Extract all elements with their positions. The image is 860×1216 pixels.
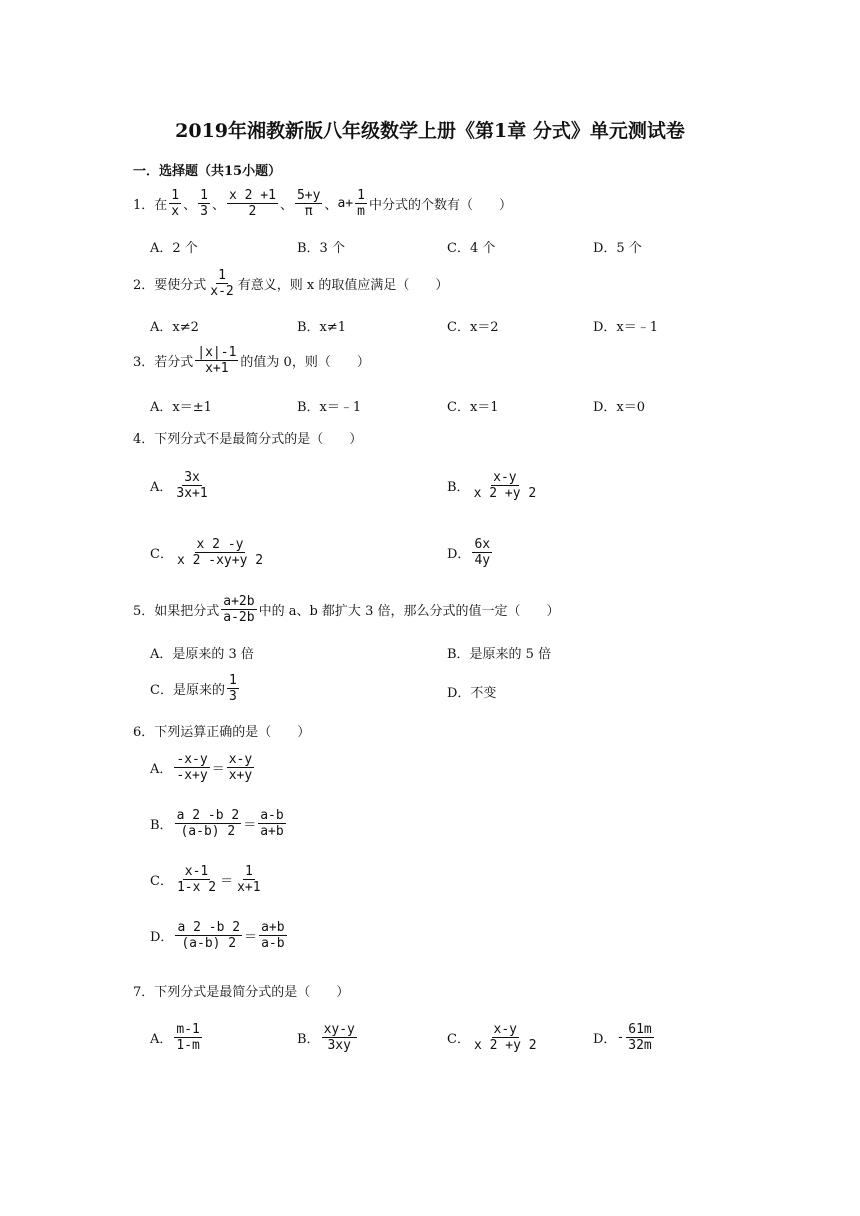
- q1-option-a: A．2 个: [150, 241, 198, 256]
- q4-option-a: [150, 470, 212, 501]
- q7-b-denominator: 3xy: [327, 1038, 351, 1053]
- q6-b-left-denominator: (a-b) 2: [180, 824, 236, 839]
- q6-a-left-denominator: -x+y: [176, 768, 208, 783]
- q1-sep-4: 、: [324, 198, 338, 213]
- question-3: [133, 345, 370, 376]
- q3-option-b: B．x＝﹣1: [297, 400, 362, 415]
- q7-option-b-label: B．: [297, 1032, 320, 1047]
- q1-f4-denominator: π: [304, 204, 313, 219]
- q1-suffix: 中分式的个数有（ ）: [368, 198, 512, 213]
- q4-option-a-label: A．: [150, 480, 173, 495]
- q5-prefix: 5．如果把分式: [133, 604, 220, 619]
- q5-option-c-label: C．是原来的: [150, 683, 225, 698]
- q3-option-d: D．x＝0: [593, 400, 646, 415]
- q2-prefix: 2．要使分式: [133, 278, 207, 293]
- q5-fraction: [221, 594, 256, 625]
- q4-option-d-fraction: [472, 537, 492, 568]
- q7-option-d-fraction: [626, 1022, 653, 1053]
- q5-c-denominator: 3: [228, 689, 237, 704]
- q6-c-left-fraction: [175, 864, 218, 895]
- q6-b-right-fraction: [258, 808, 285, 839]
- q3-denominator: x+1: [205, 361, 229, 376]
- q7-d-denominator: 32m: [628, 1038, 652, 1053]
- q6-d-left-denominator: (a-b) 2: [181, 936, 237, 951]
- q7-option-a-fraction: [174, 1022, 201, 1053]
- q1-sep-2: 、: [211, 198, 225, 213]
- q4-b-numerator: x-y: [493, 470, 517, 485]
- q5-suffix: 中的 a、b 都扩大 3 倍，那么分式的值一定（ ）: [258, 604, 560, 619]
- q6-option-b: [150, 808, 288, 839]
- q4-d-denominator: 4y: [474, 553, 491, 568]
- q1-a-plus: a+: [337, 196, 354, 211]
- q4-option-d-label: D．: [447, 547, 471, 562]
- question-5: [133, 594, 559, 625]
- q4-d-numerator: 6x: [474, 537, 491, 552]
- q1-f2-numerator: 1: [200, 188, 208, 203]
- q3-numerator: |x|-1: [197, 345, 237, 360]
- q7-option-d: [593, 1022, 656, 1053]
- q6-d-right-numerator: a+b: [261, 920, 285, 935]
- q7-option-a-label: A．: [150, 1032, 173, 1047]
- q6-b-right-numerator: a-b: [260, 808, 284, 823]
- q4-b-denominator: x 2 +y 2: [473, 486, 537, 501]
- q7-option-d-label: D．: [593, 1032, 617, 1047]
- q5-option-c: [150, 673, 241, 704]
- q7-a-denominator: 1-m: [176, 1038, 200, 1053]
- q5-c-numerator: 1: [228, 673, 237, 688]
- question-7: 7．下列分式是最简分式的是（ ）: [133, 985, 350, 1000]
- q6-b-equals: ＝: [243, 818, 257, 833]
- q1-f2-denominator: 3: [200, 204, 208, 219]
- q2-suffix: 有意义，则 x 的取值应满足（ ）: [237, 278, 449, 293]
- q1-sep-3: 、: [279, 198, 293, 213]
- q6-option-d-label: D．: [150, 930, 174, 945]
- q6-c-right-numerator: 1: [244, 864, 253, 879]
- q3-prefix: 3．若分式: [133, 355, 194, 370]
- q7-option-c: [447, 1022, 541, 1053]
- q7-option-c-fraction: [472, 1022, 539, 1053]
- q6-d-right-denominator: a-b: [261, 936, 285, 951]
- q4-c-denominator: x 2 -xy+y 2: [176, 553, 264, 568]
- q5-option-b: B．是原来的 5 倍: [447, 647, 552, 662]
- q3-suffix: 的值为 0，则（ ）: [240, 355, 370, 370]
- q6-option-a-label: A．: [150, 762, 173, 777]
- q5-denominator: a-2b: [223, 610, 255, 625]
- q1-fraction-1: [169, 188, 181, 219]
- q6-option-c-label: C．: [150, 874, 173, 889]
- q2-denominator: x-2: [210, 284, 234, 299]
- q6-c-equals: ＝: [220, 874, 234, 889]
- question-1: [133, 188, 512, 219]
- q6-c-left-denominator: 1-x 2: [176, 880, 217, 895]
- q6-option-c: [150, 864, 265, 895]
- q6-c-left-numerator: x-1: [184, 864, 209, 879]
- q1-fraction-2: [198, 188, 210, 219]
- q6-b-right-denominator: a+b: [260, 824, 284, 839]
- q4-option-a-fraction: [174, 470, 209, 501]
- q4-option-c: [150, 537, 267, 568]
- q7-a-numerator: m-1: [176, 1022, 200, 1037]
- q7-c-numerator: x-y: [493, 1022, 517, 1037]
- q6-option-d: [150, 920, 289, 951]
- section-heading: 一．选择题（共15小题）: [133, 164, 282, 179]
- q1-f5-denominator: m: [357, 204, 365, 219]
- q2-option-b: B．x≠1: [297, 320, 347, 335]
- q7-option-a: [150, 1022, 204, 1053]
- q1-sep-1: 、: [183, 198, 197, 213]
- q4-option-b: [447, 470, 540, 501]
- q2-numerator: 1: [218, 268, 226, 283]
- q4-a-numerator: 3x: [184, 470, 200, 485]
- q6-a-right-fraction: [227, 752, 254, 783]
- page-title: 2019年湘教新版八年级数学上册《第1章 分式》单元测试卷: [175, 120, 685, 142]
- q7-c-denominator: x 2 +y 2: [473, 1038, 537, 1053]
- q1-option-b: B．3 个: [297, 241, 345, 256]
- q6-a-left-fraction: [174, 752, 209, 783]
- q4-option-b-label: B．: [447, 480, 470, 495]
- q6-b-left-numerator: a 2 -b 2: [176, 808, 240, 823]
- q6-b-left-fraction: [175, 808, 242, 839]
- q1-f5-numerator: 1: [357, 188, 365, 203]
- q1-option-c: C．4 个: [447, 241, 496, 256]
- q6-option-b-label: B．: [150, 818, 173, 833]
- q1-f3-denominator: 2: [248, 204, 257, 219]
- q2-fraction: [208, 268, 235, 299]
- q1-f3-numerator: x 2 +1: [228, 188, 276, 203]
- q4-option-d: [447, 537, 494, 568]
- q6-d-right-fraction: [259, 920, 286, 951]
- q3-option-c: C．x＝1: [447, 400, 499, 415]
- q6-option-a: [150, 752, 256, 783]
- q2-option-d: D．x＝﹣1: [593, 320, 659, 335]
- q7-option-b-fraction: [322, 1022, 357, 1053]
- q5-option-d: D．不变: [447, 686, 497, 701]
- q1-fraction-3: [227, 188, 278, 219]
- q6-a-equals: ＝: [211, 762, 225, 777]
- q6-d-equals: ＝: [244, 930, 258, 945]
- question-6: 6．下列运算正确的是（ ）: [133, 725, 311, 740]
- question-2: [133, 268, 448, 299]
- q2-option-a: A．x≠2: [150, 320, 199, 335]
- q1-f1-denominator: x: [171, 204, 180, 219]
- q6-c-right-denominator: x+1: [237, 880, 261, 895]
- q5-numerator: a+2b: [223, 594, 255, 609]
- q1-f1-numerator: 1: [171, 188, 180, 203]
- q6-d-left-numerator: a 2 -b 2: [177, 920, 241, 935]
- q4-option-c-label: C．: [150, 547, 173, 562]
- question-4: 4．下列分式不是最简分式的是（ ）: [133, 432, 363, 447]
- q5-option-c-fraction: [227, 673, 239, 704]
- q1-f4-numerator: 5+y: [296, 188, 321, 203]
- q7-d-minus: -: [616, 1030, 625, 1045]
- q4-option-c-fraction: [175, 537, 265, 568]
- q2-option-c: C．x＝2: [447, 320, 499, 335]
- q4-c-numerator: x 2 -y: [196, 537, 244, 552]
- q1-fraction-4: [295, 188, 322, 219]
- q3-option-a: A．x＝±1: [150, 400, 212, 415]
- q6-d-left-fraction: [175, 920, 242, 951]
- q4-option-b-fraction: [472, 470, 539, 501]
- q6-c-right-fraction: [235, 864, 262, 895]
- q7-option-b: [297, 1022, 359, 1053]
- q4-a-denominator: 3x+1: [176, 486, 208, 501]
- q6-a-right-numerator: x-y: [228, 752, 253, 767]
- q7-b-numerator: xy-y: [323, 1022, 355, 1037]
- q3-fraction: [195, 345, 238, 376]
- q1-prefix: 1．在: [133, 198, 168, 213]
- q1-fraction-5: [355, 188, 367, 219]
- q7-d-numerator: 61m: [628, 1022, 652, 1037]
- q6-a-left-numerator: -x-y: [176, 752, 208, 767]
- q5-option-a: A．是原来的 3 倍: [150, 647, 254, 662]
- q6-a-right-denominator: x+y: [228, 768, 253, 783]
- q7-option-c-label: C．: [447, 1032, 470, 1047]
- q1-option-d: D．5 个: [593, 241, 642, 256]
